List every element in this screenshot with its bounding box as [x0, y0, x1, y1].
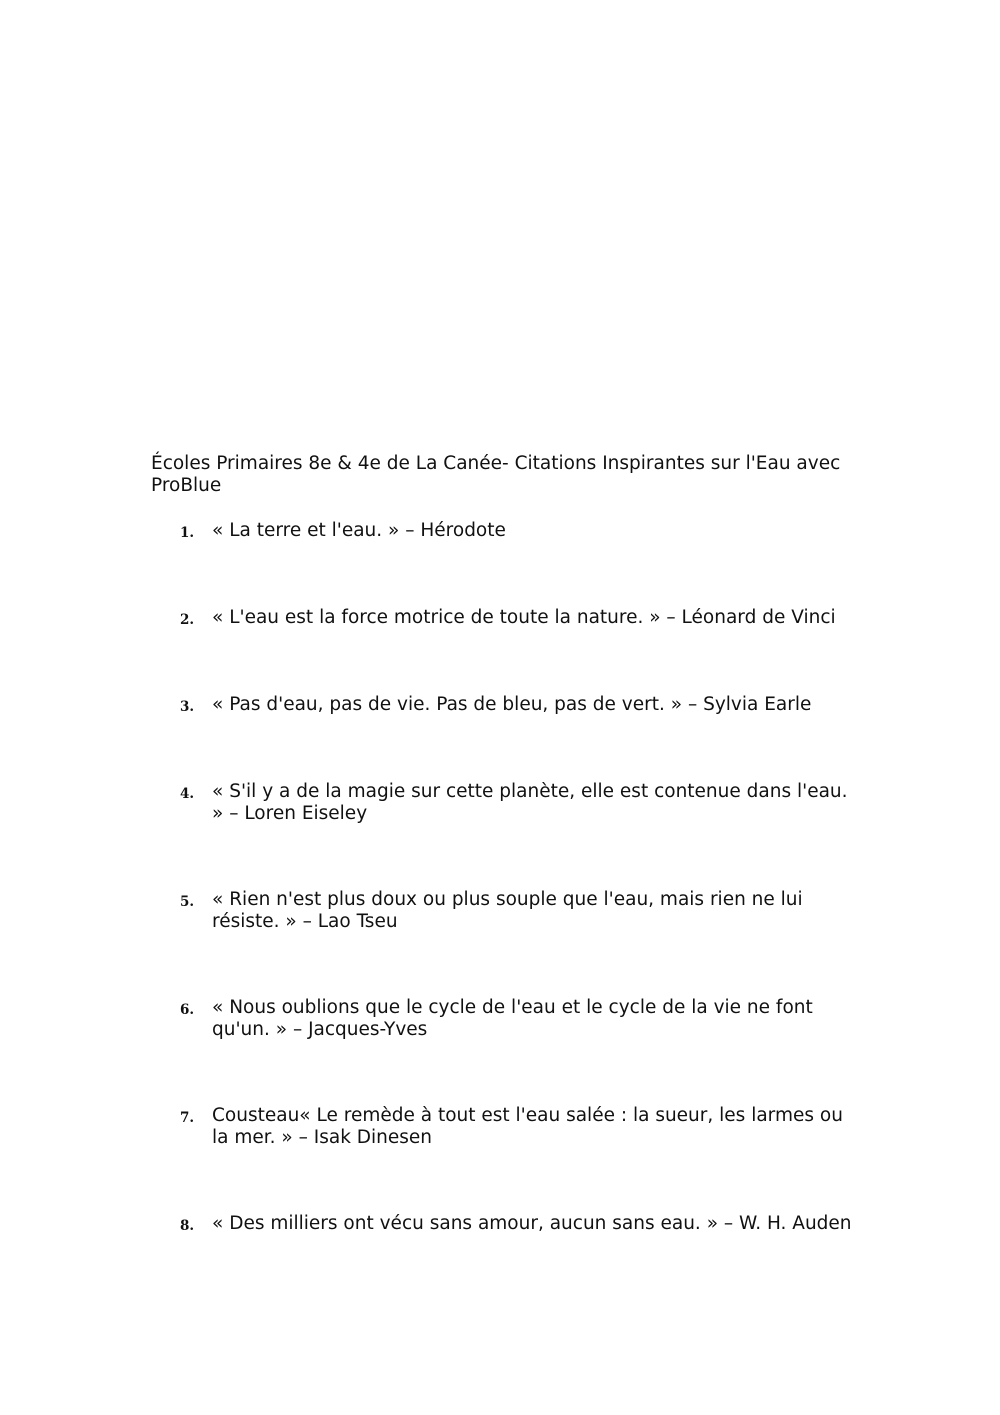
quote-text: « La terre et l'eau. » – Hérodote: [212, 520, 506, 541]
quote-number: 3.: [180, 699, 195, 715]
quote-text: Cousteau« Le remède à tout est l'eau salée : la sueur, les larmes ou la mer. » – Isak Dinesen: [212, 1105, 843, 1148]
quote-number: 5.: [180, 894, 195, 910]
quote-number: 6.: [180, 1002, 195, 1018]
quote-number: 2.: [180, 612, 195, 628]
quote-text: « Nous oublions que le cycle de l'eau et le cycle de la vie ne font qu'un. » – Jacques-Yves: [212, 997, 813, 1040]
quote-text: « L'eau est la force motrice de toute la nature. » – Léonard de Vinci: [212, 607, 836, 628]
quote-item: [180, 1105, 860, 1149]
quote-text: « Pas d'eau, pas de vie. Pas de bleu, pas de vert. » – Sylvia Earle: [212, 694, 812, 715]
quote-number: 7.: [180, 1110, 195, 1126]
quote-number: 4.: [180, 786, 195, 802]
quote-item: [180, 607, 860, 631]
quote-item: [180, 520, 860, 544]
quote-item: [180, 997, 860, 1041]
quote-item: [180, 889, 860, 933]
quote-number: 8.: [180, 1218, 195, 1234]
document-title: Écoles Primaires 8e & 4e de La Canée- Citations Inspirantes sur l'Eau avec ProBlue: [151, 453, 841, 496]
quote-item: [180, 781, 860, 825]
quote-text: « Rien n'est plus doux ou plus souple que l'eau, mais rien ne lui résiste. » – Lao Tseu: [212, 889, 803, 932]
quote-item: [180, 1213, 860, 1237]
quote-text: « Des milliers ont vécu sans amour, aucun sans eau. » – W. H. Auden: [212, 1213, 852, 1234]
quote-item: [180, 694, 860, 718]
quote-number: 1.: [180, 525, 195, 541]
quote-text: « S'il y a de la magie sur cette planète, elle est contenue dans l'eau. » – Loren Eiseley: [212, 781, 848, 824]
